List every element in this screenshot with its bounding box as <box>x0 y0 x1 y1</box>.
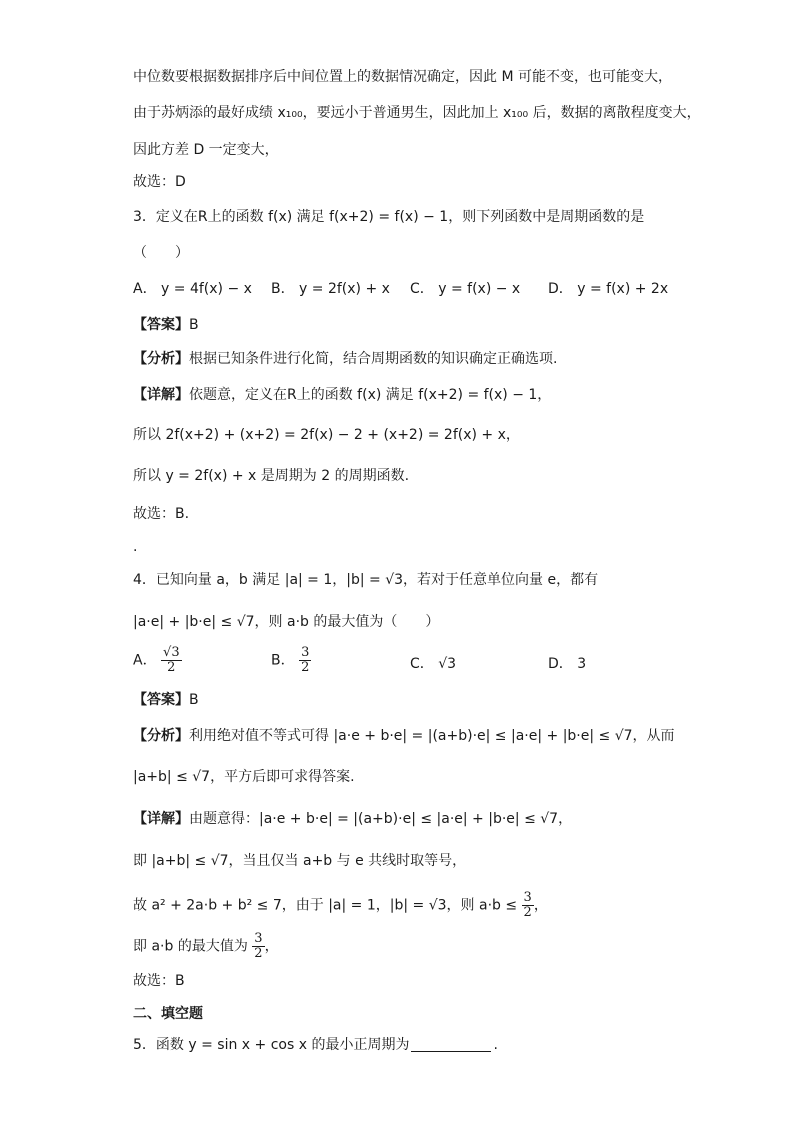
detail-3-post: ， <box>533 897 548 914</box>
section-heading: 二、填空题 <box>133 1006 203 1022</box>
option-a-label: A． <box>133 652 157 669</box>
answer-tag: 【答案】 <box>133 317 189 333</box>
q5-stem-text: 5．函数 y = sin x + cos x 的最小正周期为 <box>133 1037 410 1053</box>
q4-option-b <box>271 646 311 675</box>
q3-option-d: D． y = f(x) + 2x <box>548 281 669 297</box>
q3-option-a: A． y = 4f(x) − x <box>133 281 252 297</box>
answer-tag: 【答案】 <box>133 692 189 708</box>
answer-value: B <box>189 317 199 333</box>
q4-detail-line-2: 即 |a+b| ≤ √7，当且仅当 a+b 与 e 共线时取等号， <box>133 853 467 869</box>
option-a-denominator: 2 <box>167 660 176 675</box>
detail-4-fraction <box>252 932 264 961</box>
q3-option-b: B． y = 2f(x) + x <box>271 281 390 297</box>
detail-4-post: ， <box>264 938 279 955</box>
option-b-numerator: 3 <box>301 645 310 660</box>
q3-detail-line-2: 所以 2f(x+2) + (x+2) = 2f(x) − 2 + (x+2) = 2f(x) + x， <box>133 427 520 443</box>
q2-choice: 故选：D <box>133 174 186 190</box>
q4-analysis-line-1 <box>133 725 694 747</box>
detail-4-numerator: 3 <box>254 931 263 946</box>
detail-4-denominator: 2 <box>254 946 263 961</box>
option-b-fraction <box>299 646 311 675</box>
analysis-text: 根据已知条件进行化简，结合周期函数的知识确定正确选项. <box>189 351 558 367</box>
answer-blank[interactable] <box>411 1035 491 1052</box>
q4-detail-line-4 <box>133 932 694 961</box>
detail-4-text: 即 a·b 的最大值为 <box>133 938 248 955</box>
q5-stem-post: . <box>493 1037 498 1053</box>
option-a-numerator: √3 <box>163 645 180 660</box>
detail-tag: 【详解】 <box>133 811 189 827</box>
q4-detail-line-1 <box>133 808 694 830</box>
q3-option-c: C． y = f(x) − x <box>410 281 521 297</box>
q2-explanation-line-2: 由于苏炳添的最好成绩 x₁₀₀，要远小于普通男生，因此加上 x₁₀₀ 后，数据的离散程度变大， <box>133 105 701 121</box>
q4-choice: 故选：B <box>133 973 185 989</box>
detail-3-text: 故 a² + 2a·b + b² ≤ 7，由于 |a| = 1，|b| = √3，则 a·b ≤ <box>133 897 518 914</box>
q3-stem: 3．定义在R上的函数 f(x) 满足 f(x+2) = f(x) − 1，则下列函数中是周期函数的是 <box>133 209 645 225</box>
analysis-text: 利用绝对值不等式可得 |a·e + b·e| = |(a+b)·e| ≤ |a·e| + |b·e| ≤ √7，从而 <box>189 728 675 744</box>
detail-text: 依题意，定义在R上的函数 f(x) 满足 f(x+2) = f(x) − 1， <box>189 387 552 403</box>
detail-tag: 【详解】 <box>133 387 189 403</box>
analysis-tag: 【分析】 <box>133 351 189 367</box>
answer-value: B <box>189 692 199 708</box>
detail-3-numerator: 3 <box>523 890 532 905</box>
q3-analysis <box>133 348 694 370</box>
q3-answer <box>133 314 694 336</box>
q4-detail-line-3 <box>133 891 694 920</box>
q3-detail-line-1 <box>133 384 694 406</box>
detail-text: 由题意得：|a·e + b·e| = |(a+b)·e| ≤ |a·e| + |b·e| ≤ √7， <box>189 811 573 827</box>
option-b-denominator: 2 <box>301 660 310 675</box>
q4-option-c: C． √3 <box>410 656 457 672</box>
q5-stem <box>133 1034 694 1056</box>
q3-stray-dot: . <box>133 539 138 555</box>
q4-option-a <box>133 646 182 675</box>
q4-stem-line-1: 4．已知向量 a，b 满足 |a| = 1，|b| = √3，若对于任意单位向量 e，都有 <box>133 572 599 588</box>
analysis-tag: 【分析】 <box>133 728 189 744</box>
detail-3-fraction <box>522 891 534 920</box>
q3-paren: （ ） <box>133 245 189 261</box>
q4-analysis-line-2: |a+b| ≤ √7，平方后即可求得答案. <box>133 769 355 785</box>
q4-answer <box>133 689 694 711</box>
q2-explanation-line-3: 因此方差 D 一定变大， <box>133 142 279 158</box>
detail-3-denominator: 2 <box>523 905 532 920</box>
option-a-fraction <box>161 646 182 675</box>
q2-explanation-line-1: 中位数要根据数据排序后中间位置上的数据情况确定，因此 M 可能不变，也可能变大， <box>133 69 672 85</box>
q4-stem-line-2: |a·e| + |b·e| ≤ √7，则 a·b 的最大值为（ ） <box>133 614 440 630</box>
q4-option-d: D． 3 <box>548 656 587 672</box>
option-b-label: B． <box>271 652 295 669</box>
q3-choice: 故选：B. <box>133 506 190 522</box>
q3-detail-line-3: 所以 y = 2f(x) + x 是周期为 2 的周期函数. <box>133 468 410 484</box>
